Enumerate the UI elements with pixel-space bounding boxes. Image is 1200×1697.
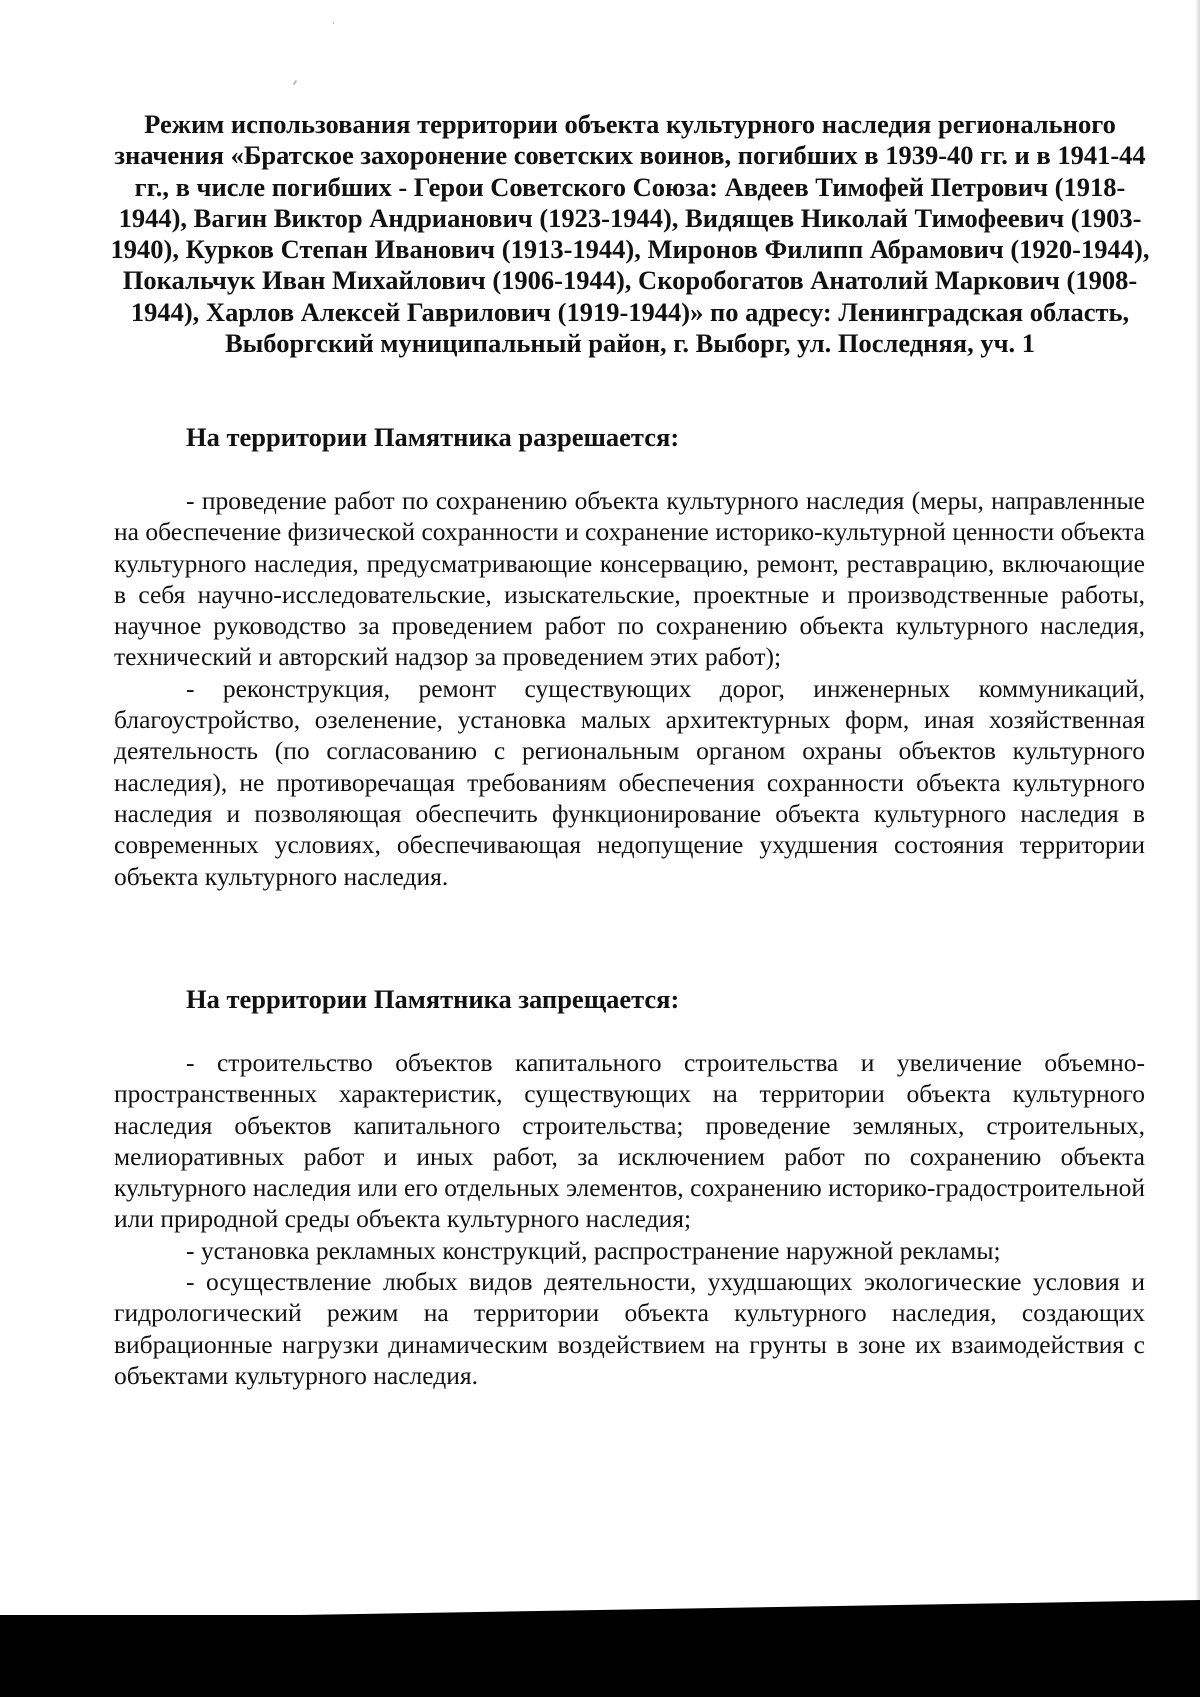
allowed-heading: На территории Памятника разрешается: bbox=[186, 422, 680, 452]
prohibited-item-capital-construction: - строительство объектов капитального строительства и увеличение объемно-пространственных характеристик, существующих на территории объекта культурного наследия объектов капитального строительства; проведение земляных, строительных, мелиоративных работ и иных работ, за исключением работ по сохранению объекта культурного наследия или его отдельных элементов, сохранению историко-градостроительной или природной среды объекта культурного наследия; bbox=[114, 1048, 1145, 1234]
allowed-list bbox=[114, 485, 1145, 892]
prohibited-heading: На территории Памятника запрещается: bbox=[186, 984, 680, 1014]
scan-speck bbox=[333, 22, 334, 24]
prohibited-list bbox=[114, 1047, 1145, 1391]
scan-page-edge bbox=[1195, 0, 1200, 1615]
scan-speck bbox=[293, 80, 298, 85]
document-title: Режим использования территории объекта культурного наследия регионального значения «Братское захоронение советских воинов, погибших в 1939-40 гг. и в 1941-44 гг., в числе погибших - Герои Советского Союза: Авдеев Тимофей Петрович (1918-1944), Вагин Виктор Андрианович (1923-1944), Видящев Николай Тимофеевич (1903-1940), Курков Степан Иванович (1913-1944), Миронов Филипп Абрамович (1920-1944), Покальчук Иван Михайлович (1906-1944), Скоробогатов Анатолий Маркович (1908-1944), Харлов Алексей Гаврилович (1919-1944)» по адресу: Ленинградская область, Выборгский муниципальный район, г. Выборг, ул. Последняя, уч. 1 bbox=[110, 109, 1150, 359]
scan-bottom-shadow bbox=[0, 1615, 1200, 1697]
prohibited-item-ecological-harm: - осуществление любых видов деятельности, ухудшающих экологические условия и гидрологический режим на территории объекта культурного наследия, создающих вибрационные нагрузки динамическим воздействием на грунты в зоне их взаимодействия с объектами культурного наследия. bbox=[114, 1267, 1145, 1390]
allowed-item-restoration-works: - проведение работ по сохранению объекта культурного наследия (меры, направленные на обеспечение физической сохранности и сохранение историко-культурной ценности объекта культурного наследия, предусматривающие консервацию, ремонт, реставрацию, включающие в себя научно-исследовательские, изыскательские, проектные и производственные работы, научное руководство за проведением работ по сохранению объекта культурного наследия, технический и авторский надзор за проведением этих работ); bbox=[114, 486, 1145, 672]
allowed-item-reconstruction: - реконструкция, ремонт существующих дорог, инженерных коммуникаций, благоустройство, озеленение, установка малых архитектурных форм, иная хозяйственная деятельность (по согласованию с региональным органом охраны объектов культурного наследия), не противоречащая требованиям обеспечения сохранности объекта культурного наследия и позволяющая обеспечить функционирование объекта культурного наследия в современных условиях, обеспечивающая недопущение ухудшения состояния территории объекта культурного наследия. bbox=[114, 673, 1145, 891]
prohibited-item-advertising: - установка рекламных конструкций, распространение наружной рекламы; bbox=[186, 1235, 1001, 1265]
